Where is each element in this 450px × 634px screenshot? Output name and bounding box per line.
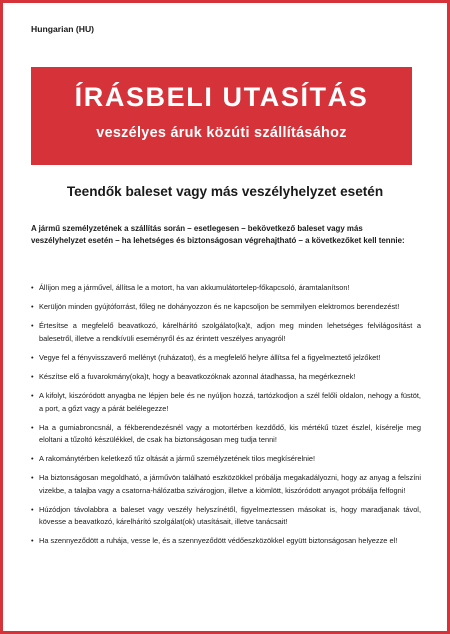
document-title: ÍRÁSBELI UTASÍTÁS (74, 82, 369, 112)
list-item: • Kerüljön minden gyújtóforrást, főleg ne dohányozzon és ne kapcsoljon be semmilyen elektromos berendezést! (31, 301, 421, 313)
list-item: • Állíjon meg a járművel, állítsa le a motort, ha van akkumulátortelep-főkapcsoló, áramtalanítson! (31, 282, 421, 294)
section-heading: Teendők baleset vagy más veszélyhelyzet esetén (66, 184, 384, 199)
list-item: • Értesítse a megfelelő beavatkozó, kárelhárító szolgálato(ka)t, adjon meg minden lehetséges felvilágosítást a balesetről, illetve a rendkívüli eseményről és az érintett veszélyes anyagról! (31, 320, 421, 345)
instruction-list (31, 282, 421, 555)
document-subtitle: veszélyes áruk közúti szállításához (96, 125, 347, 141)
list-item: • Ha a gumiabroncsnál, a fékberendezésnél vagy a motortérben kezdődő, kis mértékű tüzet észlel, kísérelje meg eloltani a tűzoltó készülékkel, de csak ha biztonságosan meg tudja tenni! (31, 422, 421, 447)
title-banner (31, 67, 412, 165)
list-item: • Húzódjon távolabbra a baleset vagy veszély helyszínétől, figyelmeztessen másokat is, hogy maradjanak távol, kövesse a beavatkozó, kárelhárító szolgálat(ok) utasításait, illetve tanácsait! (31, 504, 421, 529)
list-item: • Ha szennyeződött a ruhája, vesse le, és a szennyeződött védőeszközökkel együtt biztonságosan helyezze el! (31, 535, 421, 547)
language-label: Hungarian (HU) (31, 24, 95, 34)
list-item: • A kifolyt, kiszóródott anyagba ne lépjen bele és ne nyúljon hozzá, tartózkodjon a szél felőli oldalon, nehogy a füstöt, a port, a gőzt vagy a párát belélegezze! (31, 390, 421, 415)
list-item: • Vegye fel a fényvisszaverő mellényt (ruházatot), és a megfelelő helyre állítsa fel a figyelmeztető jelzőket! (31, 352, 421, 364)
intro-paragraph: A jármű személyzetének a szállítás során – esetlegesen – bekövetkező baleset vagy más veszélyhelyzet esetén – ha lehetséges és biztonságosan végrehajtható – a következőket kell tennie: (31, 224, 405, 246)
list-item: • Készítse elő a fuvarokmány(oka)t, hogy a beavatkozóknak azonnal átadhassa, ha megérkeznek! (31, 371, 421, 383)
list-item: • Ha biztonságosan megoldható, a járművön található eszközökkel próbálja megakadályozni, hogy az anyag a felszíni vizekbe, a talajba vagy a csatorna-hálózatba szivárogjon, illetve a kiömlött, kiszóródott anyagot próbálja felfogni! (31, 472, 421, 497)
list-item: • A rakománytérben keletkező tűz oltását a jármű személyzetének tilos megkísérelnie! (31, 453, 421, 465)
